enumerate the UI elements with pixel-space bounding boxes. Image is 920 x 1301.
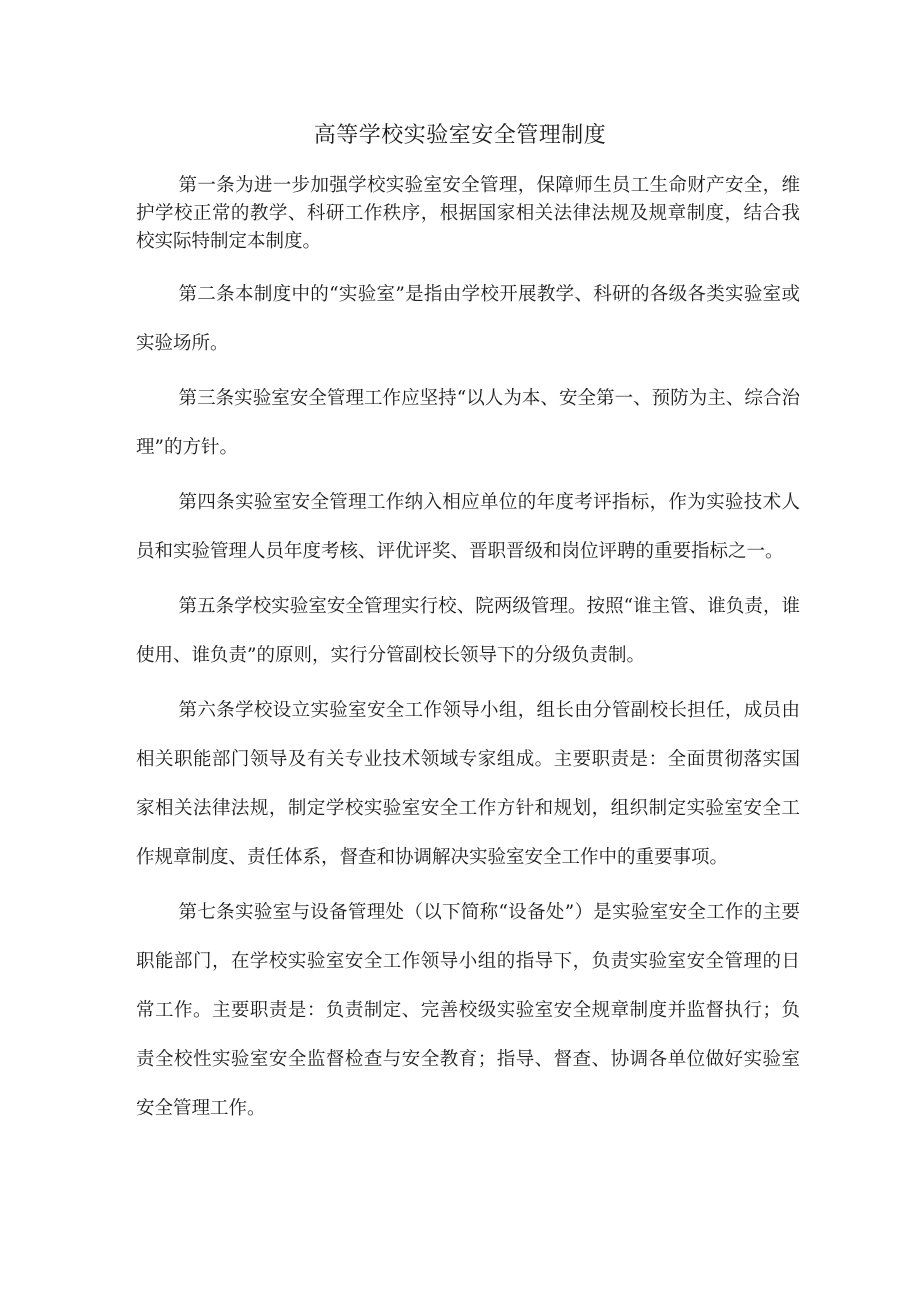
document-body [136, 172, 800, 1133]
document-title: 高等学校实验室安全管理制度 [313, 123, 607, 148]
article-4-paragraph: 第四条实验室安全管理工作纳入相应单位的年度考评指标，作为实验技术人员和实验管理人员年度考核、评优评奖、晋职晋级和岗位评聘的重要指标之一。 [136, 492, 800, 562]
article-7-paragraph: 第七条实验室与设备管理处（以下简称“设备处”）是实验室安全工作的主要职能部门，在学校实验室安全工作领导小组的指导下，负责实验室安全管理的日常工作。主要职责是：负责制定、完善校级实验室安全规章制度并监督执行；负责全校性实验室安全监督检查与安全教育；指导、督查、协调各单位做好实验室安全管理工作。 [136, 902, 800, 1119]
article-6-paragraph: 第六条学校设立实验室安全工作领导小组，组长由分管副校长担任，成员由相关职能部门领导及有关专业技术领域专家组成。主要职责是：全面贯彻落实国家相关法律法规，制定学校实验室安全工作方针和规划，组织制定实验室安全工作规章制度、责任体系，督查和协调解决实验室安全工作中的重要事项。 [136, 700, 800, 868]
article-1-paragraph: 第一条为进一步加强学校实验室安全管理，保障师生员工生命财产安全，维护学校正常的教学、科研工作秩序，根据国家相关法律法规及规章制度，结合我校实际特制定本制度。 [136, 175, 800, 252]
article-5-paragraph: 第五条学校实验室安全管理实行校、院两级管理。按照“谁主管、谁负责，谁使用、谁负责”的原则，实行分管副校长领导下的分级负责制。 [136, 596, 800, 666]
article-3-paragraph: 第三条实验室安全管理工作应坚持“以人为本、安全第一、预防为主、综合治理”的方针。 [136, 388, 800, 458]
article-2-paragraph: 第二条本制度中的“实验室”是指由学校开展教学、科研的各级各类实验室或实验场所。 [136, 284, 800, 354]
